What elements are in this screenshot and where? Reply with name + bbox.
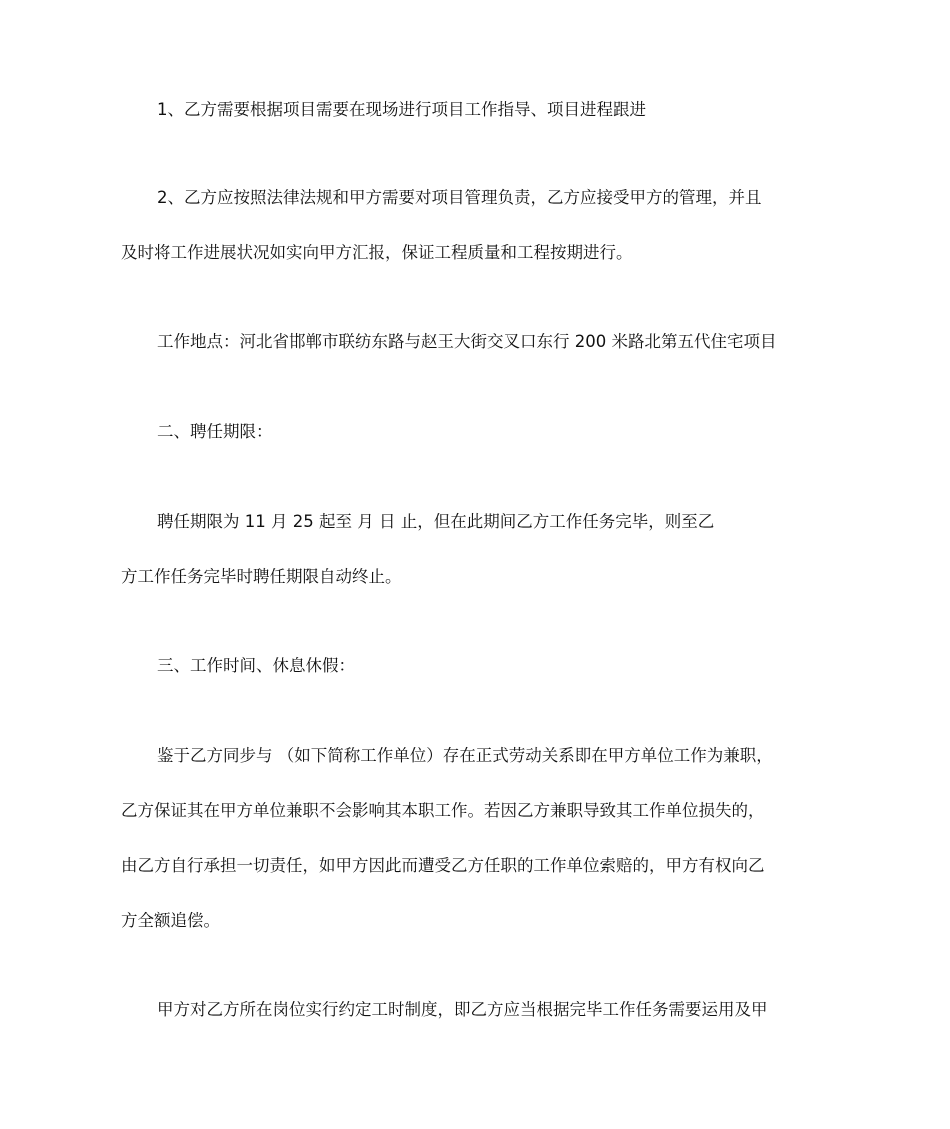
paragraph-2-line-2: 及时将工作进展状况如实向甲方汇报，保证工程质量和工程按期进行。 — [121, 243, 633, 262]
paragraph-7-line-1: 鉴于乙方同步与 （如下简称工作单位）存在正式劳动关系即在甲方单位工作为兼职， — [157, 746, 773, 765]
paragraph-2-line-1: 2、乙方应按照法律法规和甲方需要对项目管理负责，乙方应接受甲方的管理，并且 — [157, 188, 762, 207]
section-heading-term: 二、聘任期限： — [157, 422, 273, 441]
paragraph-7-line-4: 方全额追偿。 — [121, 911, 220, 930]
paragraph-7-line-3: 由乙方自行承担一切责任，如甲方因此而遭受乙方任职的工作单位索赔的，甲方有权向乙 — [121, 856, 765, 875]
paragraph-8-line-1: 甲方对乙方所在岗位实行约定工时制度，即乙方应当根据完毕工作任务需要运用及甲 — [157, 1000, 768, 1019]
paragraph-5-line-1: 聘任期限为 11 月 25 起至 月 日 止，但在此期间乙方工作任务完毕，则至乙 — [157, 512, 715, 531]
section-heading-work-time: 三、工作时间、休息休假： — [157, 656, 355, 675]
paragraph-1-line-1: 1、乙方需要根据项目需要在现场进行项目工作指导、项目进程跟进 — [157, 100, 646, 119]
paragraph-3-line-1: 工作地点：河北省邯郸市联纺东路与赵王大街交叉口东行 200 米路北第五代住宅项目 — [157, 332, 777, 351]
paragraph-5-line-2: 方工作任务完毕时聘任期限自动终止。 — [121, 567, 402, 586]
paragraph-7-line-2: 乙方保证其在甲方单位兼职不会影响其本职工作。若因乙方兼职导致其工作单位损失的， — [121, 801, 765, 820]
